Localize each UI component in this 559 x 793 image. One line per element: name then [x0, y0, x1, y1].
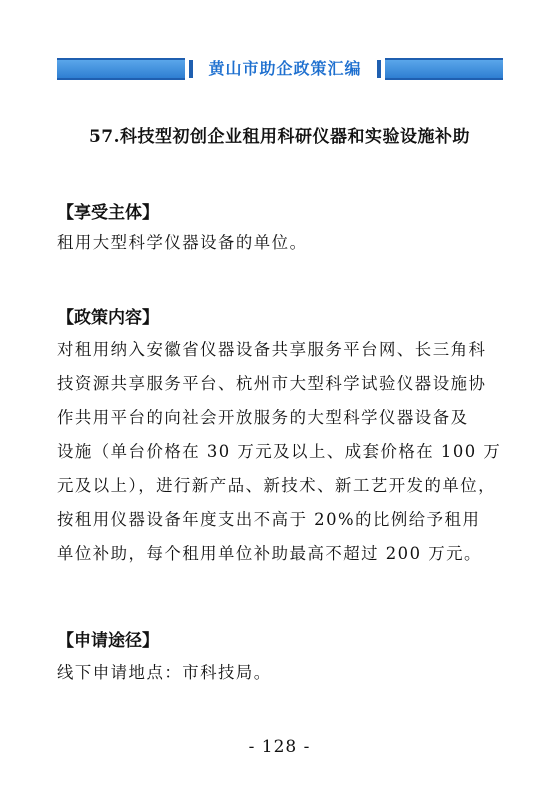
page-number: - 128 -	[248, 737, 311, 757]
paragraph-line: 技资源共享服务平台、杭州市大型科学试验仪器设施协	[57, 374, 487, 393]
paragraph-line: 作共用平台的向社会开放服务的大型科学仪器设备及	[57, 408, 469, 427]
paragraph-line: 单位补助，每个租用单位补助最高不超过 200 万元。	[57, 544, 482, 563]
header-band-left	[57, 58, 185, 80]
section-body-application	[57, 656, 503, 690]
document-title: 57.科技型初创企业租用科研仪器和实验设施补助	[88, 127, 471, 147]
section-body-eligibility	[57, 226, 503, 260]
paragraph-line: 线下申请地点：市科技局。	[57, 663, 272, 682]
paragraph-line: 对租用纳入安徽省仪器设备共享服务平台网、长三角科	[57, 340, 487, 359]
header-band-mark-right	[377, 60, 381, 78]
header-band-right	[385, 58, 503, 80]
paragraph-line: 按租用仪器设备年度支出不高于 20%的比例给予租用	[57, 510, 481, 529]
section-heading-application: 【申请途径】	[57, 631, 159, 651]
section-heading-policy: 【政策内容】	[57, 308, 159, 328]
paragraph-line: 元及以上），进行新产品、新技术、新工艺开发的单位，	[57, 476, 497, 495]
paragraph-line: 设施（单台价格在 30 万元及以上、成套价格在 100 万	[57, 442, 502, 461]
header-title: 黄山市助企政策汇编	[208, 59, 362, 78]
section-heading-eligibility: 【享受主体】	[57, 203, 159, 223]
section-body-policy	[57, 333, 503, 571]
paragraph-line: 租用大型科学仪器设备的单位。	[57, 233, 308, 252]
header-band-mark-left	[189, 60, 193, 78]
header-band	[57, 58, 503, 80]
